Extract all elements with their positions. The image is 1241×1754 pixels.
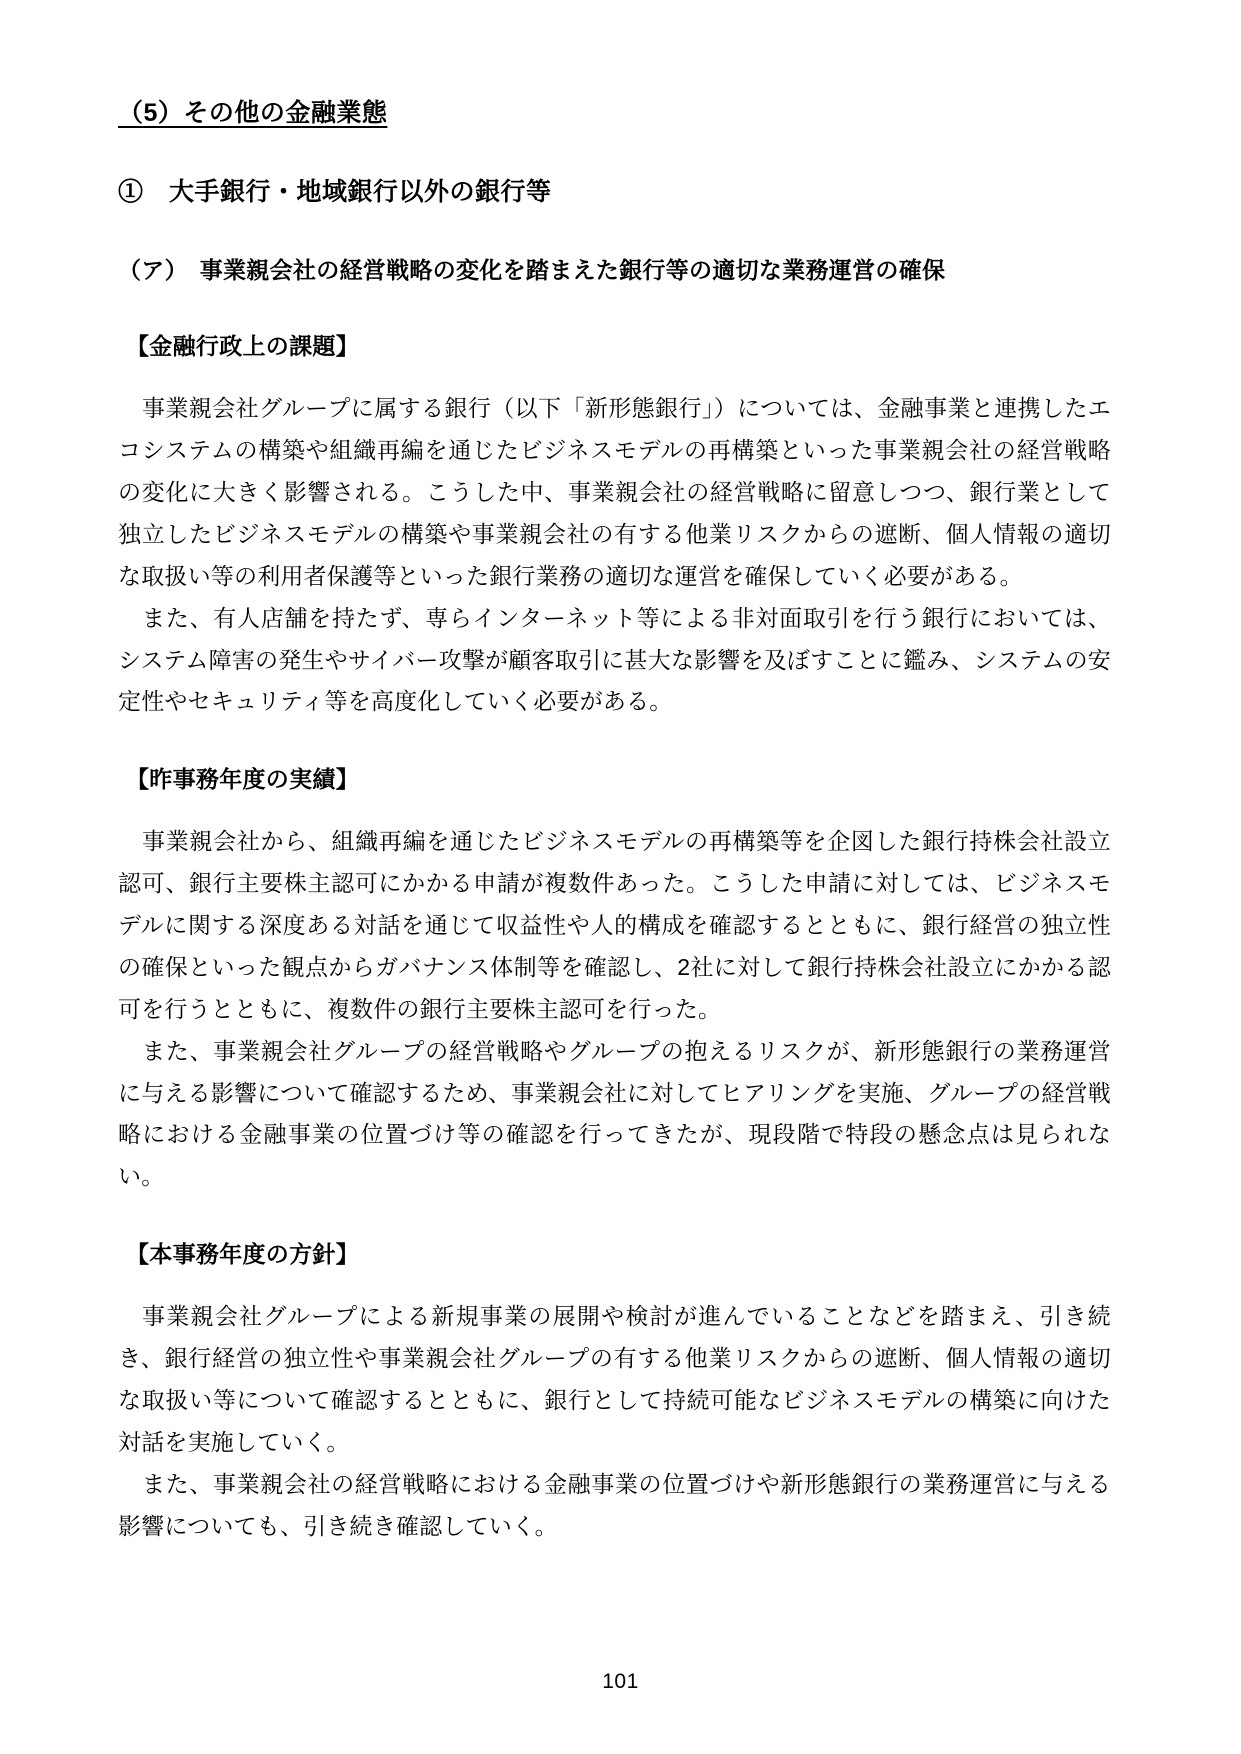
block-title: 【本事務年度の方針】: [126, 1241, 359, 1268]
content-block-challenges: [118, 330, 1111, 723]
paragraph: 事業親会社グループによる新規事業の展開や検討が進んでいることなどを踏まえ、引き続き、銀行経営の独立性や事業親会社グループの有する他業リスクからの遮断、個人情報の適切な取扱い等について確認するとともに、銀行として持続可能なビジネスモデルの構築に向けた対話を実施していく。: [118, 1303, 1111, 1455]
paragraph: また、事業親会社グループの経営戦略やグループの抱えるリスクが、新形態銀行の業務運営に与える影響について確認するため、事業親会社に対してヒアリングを実施、グループの経営戦略における金融事業の位置づけ等の確認を行ってきたが、現段階で特段の懸念点は見られない。: [118, 1037, 1111, 1190]
subsection-heading: ① 大手銀行・地域銀行以外の銀行等: [118, 178, 552, 206]
block-title: 【昨事務年度の実績】: [126, 766, 359, 793]
block-title: 【金融行政上の課題】: [126, 333, 359, 360]
paragraph: また、有人店舗を持たず、専らインターネット等による非対面取引を行う銀行においては、システム障害の発生やサイバー攻撃が顧客取引に甚大な影響を及ぼすことに鑑み、システムの安定性やセキュリティ等を高度化していく必要がある。: [118, 604, 1111, 715]
paragraph: また、事業親会社の経営戦略における金融事業の位置づけや新形態銀行の業務運営に与える影響についても、引き続き確認していく。: [118, 1470, 1111, 1539]
content-block-last-year-results: [118, 763, 1111, 1198]
content-block-this-year-policy: [118, 1238, 1111, 1547]
item-heading: （ア） 事業親会社の経営戦略の変化を踏まえた銀行等の適切な業務運営の確保: [118, 257, 946, 283]
paragraph: 事業親会社グループに属する銀行（以下「新形態銀行」）については、金融事業と連携したエコシステムの構築や組織再編を通じたビジネスモデルの再構築といった事業親会社の経営戦略の変化に大きく影響される。こうした中、事業親会社の経営戦略に留意しつつ、銀行業として独立したビジネスモデルの構築や事業親会社の有する他業リスクからの遮断、個人情報の適切な取扱い等の利用者保護等といった銀行業務の適切な運営を確保していく必要がある。: [118, 395, 1111, 589]
paragraph: 事業親会社から、組織再編を通じたビジネスモデルの再構築等を企図した銀行持株会社設立認可、銀行主要株主認可にかかる申請が複数件あった。こうした申請に対しては、ビジネスモデルに関する深度ある対話を通じて収益性や人的構成を確認するとともに、銀行経営の独立性の確保といった観点からガバナンス体制等を確認し、2社に対して銀行持株会社設立にかかる認可を行うとともに、複数件の銀行主要株主認可を行った。: [118, 828, 1111, 1022]
page-number: 101: [602, 1670, 639, 1693]
section-heading: （5）その他の金融業態: [118, 99, 388, 127]
